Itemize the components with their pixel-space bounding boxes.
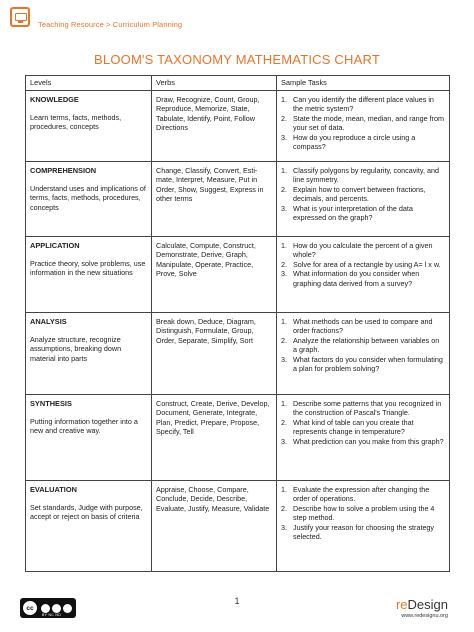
tasks-cell <box>277 236 450 312</box>
list-number: 1. <box>281 94 287 104</box>
column-header-sample-tasks: Sample Tasks <box>277 76 450 91</box>
header <box>10 4 182 30</box>
verbs-text: Draw, Recognize, Count, Group, Reproduce, Memorize, State, Tabulate, Identify, Point, Follow Directions <box>156 94 260 133</box>
task-text: What information do you consider when graphing data derived from a survey? <box>293 269 420 288</box>
list-item <box>281 504 445 523</box>
list-item <box>281 399 445 418</box>
level-name: COMPREHENSION <box>30 165 97 175</box>
level-name: EVALUATION <box>30 484 77 494</box>
list-number: 3. <box>281 269 287 279</box>
list-number: 3. <box>281 203 287 213</box>
level-description: Analyze structure, recognize assumptions, breaking down material into parts <box>30 334 122 363</box>
task-text: What prediction can you make from this graph? <box>293 436 444 446</box>
list-number: 2. <box>281 113 287 123</box>
level-cell <box>26 236 152 312</box>
list-number: 2. <box>281 417 287 427</box>
task-text: Evaluate the expression after changing the order of operations. <box>293 484 430 504</box>
task-text: State the mode, mean, median, and range from your set of data. <box>293 113 445 133</box>
list-number: 1. <box>281 165 287 175</box>
brand-logo[interactable] <box>396 597 448 619</box>
list-number: 1. <box>281 484 287 494</box>
list-item <box>281 355 445 374</box>
level-cell <box>26 90 152 161</box>
task-text: What is your interpretation of the data expressed on the graph? <box>293 203 413 223</box>
table-row <box>26 161 450 236</box>
task-list <box>281 166 445 223</box>
list-number: 1. <box>281 240 287 250</box>
list-number: 1. <box>281 398 287 408</box>
task-list <box>281 485 445 542</box>
tasks-cell <box>277 480 450 571</box>
level-description: Understand uses and implications of terms, facts, methods, procedures, concepts <box>30 183 146 212</box>
list-number: 2. <box>281 503 287 513</box>
list-item <box>281 317 445 336</box>
tasks-cell <box>277 394 450 480</box>
tasks-cell <box>277 161 450 236</box>
task-text: Can you identify the different place values in the metric system? <box>293 94 434 114</box>
list-number: 1. <box>281 316 287 326</box>
level-cell <box>26 394 152 480</box>
column-header-verbs: Verbs <box>152 76 277 91</box>
task-text: Solve for area of a rectangle by using A= l x w. <box>293 259 441 269</box>
list-item <box>281 523 445 542</box>
verbs-text: Appraise, Choose, Compare, Conclude, Decide, Describe, Evaluate, Justify, Measure, Validate <box>156 484 270 513</box>
list-item <box>281 260 445 270</box>
table-row <box>26 312 450 394</box>
level-cell <box>26 312 152 394</box>
list-item <box>281 166 445 185</box>
list-item <box>281 437 445 447</box>
level-description: Putting information together into a new and creative way. <box>30 416 138 436</box>
task-text: Classify polygons by regularity, concavity, and line symmetry. <box>293 165 439 185</box>
list-item <box>281 95 445 114</box>
verbs-cell <box>152 394 277 480</box>
task-list <box>281 317 445 374</box>
table-row <box>26 480 450 571</box>
list-item <box>281 114 445 133</box>
task-text: Analyze the relationship between variables on a graph. <box>293 335 440 355</box>
level-description: Learn terms, facts, methods, procedures, concepts <box>30 112 122 132</box>
list-number: 3. <box>281 354 287 364</box>
list-number: 3. <box>281 436 287 446</box>
computer-icon <box>10 7 30 27</box>
license-label: BY NC ND <box>42 613 62 617</box>
cc-icon: cc <box>22 600 38 616</box>
list-number: 2. <box>281 184 287 194</box>
verbs-cell <box>152 480 277 571</box>
verbs-cell <box>152 161 277 236</box>
verbs-cell <box>152 90 277 161</box>
task-text: Describe some patterns that you recognized in the construction of Pascal's Triangle. <box>293 398 442 418</box>
task-list <box>281 399 445 447</box>
list-number: 3. <box>281 522 287 532</box>
task-text: Justify your reason for choosing the strategy selected. <box>293 522 435 542</box>
table-header-row <box>26 76 450 91</box>
task-list <box>281 95 445 152</box>
task-text: What methods can be used to compare and order fractions? <box>293 316 433 336</box>
level-cell <box>26 161 152 236</box>
table-row <box>26 236 450 312</box>
level-name: KNOWLEDGE <box>30 94 79 104</box>
verbs-text: Construct, Create, Derive, Develop, Document, Generate, Integrate, Plan, Predict, Prepare, Propose, Specify, Tell <box>156 398 270 437</box>
brand-design: Design <box>407 597 448 612</box>
list-item <box>281 204 445 223</box>
verbs-text: Change, Classify, Convert, Esti-mate, Interpret, Measure, Put in Order, Show, Suggest, Express in other terms <box>156 165 264 204</box>
tasks-cell <box>277 90 450 161</box>
page-number: 1 <box>234 596 240 606</box>
tasks-cell <box>277 312 450 394</box>
task-text: Explain how to convert between fractions, decimals, and percents. <box>293 184 426 204</box>
brand-re: re <box>395 597 408 612</box>
breadcrumb[interactable]: Teaching Resource > Curriculum Planning <box>38 19 183 29</box>
task-text: How do you reproduce a circle using a compass? <box>293 132 416 152</box>
list-number: 3. <box>281 132 287 142</box>
task-list <box>281 241 445 289</box>
verbs-text: Calculate, Compute, Construct, Demonstrate, Derive, Graph, Manipulate, Operate, Practice, Prove, Solve <box>156 240 256 279</box>
list-item <box>281 269 445 288</box>
list-item <box>281 418 445 437</box>
list-item <box>281 241 445 260</box>
list-item <box>281 336 445 355</box>
page-title: BLOOM'S TAXONOMY MATHEMATICS CHART <box>94 52 380 67</box>
list-number: 2. <box>281 335 287 345</box>
level-description: Practice theory, solve problems, use information in the new situations <box>30 258 146 278</box>
task-text: What factors do you consider when formulating a plan for problem solving? <box>293 354 443 374</box>
task-text: How do you calculate the percent of a given whole? <box>293 240 433 260</box>
level-cell <box>26 480 152 571</box>
level-description: Set standards, Judge with purpose, accept or reject on basis of criteria <box>30 502 143 522</box>
verbs-cell <box>152 236 277 312</box>
column-header-levels: Levels <box>26 76 152 91</box>
verbs-text: Break down, Deduce, Diagram, Distinguish, Formulate, Group, Order, Separate, Simplify, Sort <box>156 316 256 345</box>
taxonomy-table <box>25 75 450 572</box>
list-item <box>281 133 445 152</box>
verbs-cell <box>152 312 277 394</box>
list-item <box>281 185 445 204</box>
level-name: APPLICATION <box>30 240 80 250</box>
table-row <box>26 394 450 480</box>
task-text: Describe how to solve a problem using the 4 step method. <box>293 503 435 523</box>
task-text: What kind of table can you create that represents change in temperature? <box>293 417 414 437</box>
brand-url[interactable]: www.redesignu.org <box>401 613 448 619</box>
table-row <box>26 90 450 161</box>
list-number: 2. <box>281 259 287 269</box>
level-name: SYNTHESIS <box>30 398 72 408</box>
level-name: ANALYSIS <box>30 316 67 326</box>
list-item <box>281 485 445 504</box>
